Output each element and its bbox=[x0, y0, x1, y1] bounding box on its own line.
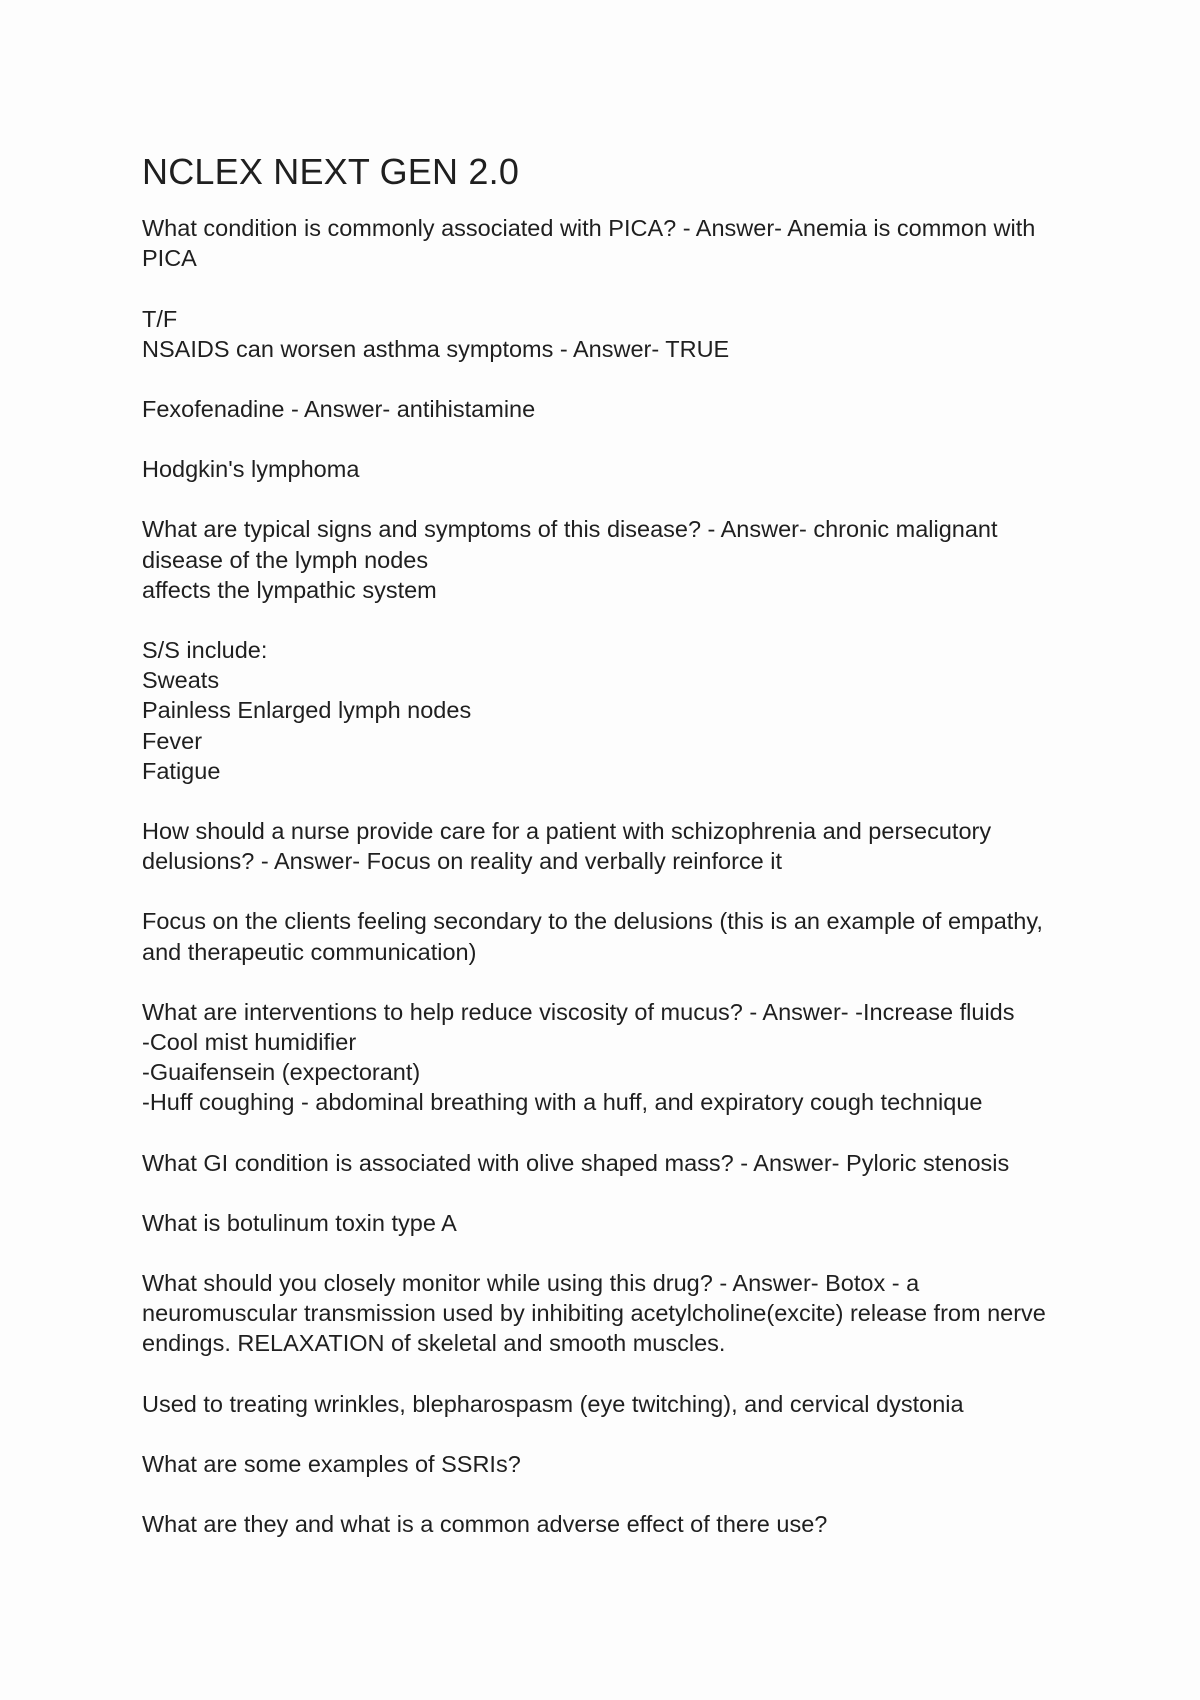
topic-ssris: What are some examples of SSRIs? bbox=[142, 1450, 521, 1477]
symptom-list: S/S include: Sweats Painless Enlarged lymph nodes Fever Fatigue bbox=[142, 637, 472, 784]
topic-hodgkins: Hodgkin's lymphoma bbox=[142, 456, 360, 483]
note-botox-uses: Used to treating wrinkles, blepharospasm (eye twitching), and cervical dystonia bbox=[142, 1390, 964, 1417]
qa-block-nsaids: T/F NSAIDS can worsen asthma symptoms - Answer- TRUE bbox=[142, 305, 730, 362]
qa-block-pica: What condition is commonly associated with PICA? - Answer- Anemia is common with PICA bbox=[142, 215, 1036, 272]
qa-block-schizophrenia: How should a nurse provide care for a patient with schizophrenia and persecutory delusions? - Answer- Focus on reality and verbally reinforce it bbox=[142, 818, 992, 875]
qa-block-hodgkins-signs: What are typical signs and symptoms of this disease? - Answer- chronic malignant disease of the lymph nodes affects the lympathic system bbox=[142, 516, 998, 603]
document-content bbox=[142, 150, 1072, 1569]
qa-block-fexofenadine: Fexofenadine - Answer- antihistamine bbox=[142, 396, 536, 422]
qa-block-pyloric: What GI condition is associated with olive shaped mass? - Answer- Pyloric stenosis bbox=[142, 1149, 1010, 1176]
topic-botulinum: What is botulinum toxin type A bbox=[142, 1209, 457, 1236]
qa-block-ssri-effects: What are they and what is a common adverse effect of there use? bbox=[142, 1511, 828, 1538]
note-empathy: Focus on the clients feeling secondary to the delusions (this is an example of empathy, and therapeutic communication) bbox=[142, 908, 1043, 965]
qa-block-botox: What should you closely monitor while using this drug? - Answer- Botox - a neuromuscular transmission used by inhibiting acetylcholine(excite) release from nerve endings. RELAXATION of skeletal and smooth muscles. bbox=[142, 1270, 1046, 1357]
qa-block-mucus: What are interventions to help reduce viscosity of mucus? - Answer- -Increase fluids -Cool mist humidifier -Guaifensein (expectorant) -Huff coughing - abdominal breathing with a huff, and expiratory cough technique bbox=[142, 998, 1015, 1116]
document-title: NCLEX NEXT GEN 2.0 bbox=[142, 151, 520, 192]
